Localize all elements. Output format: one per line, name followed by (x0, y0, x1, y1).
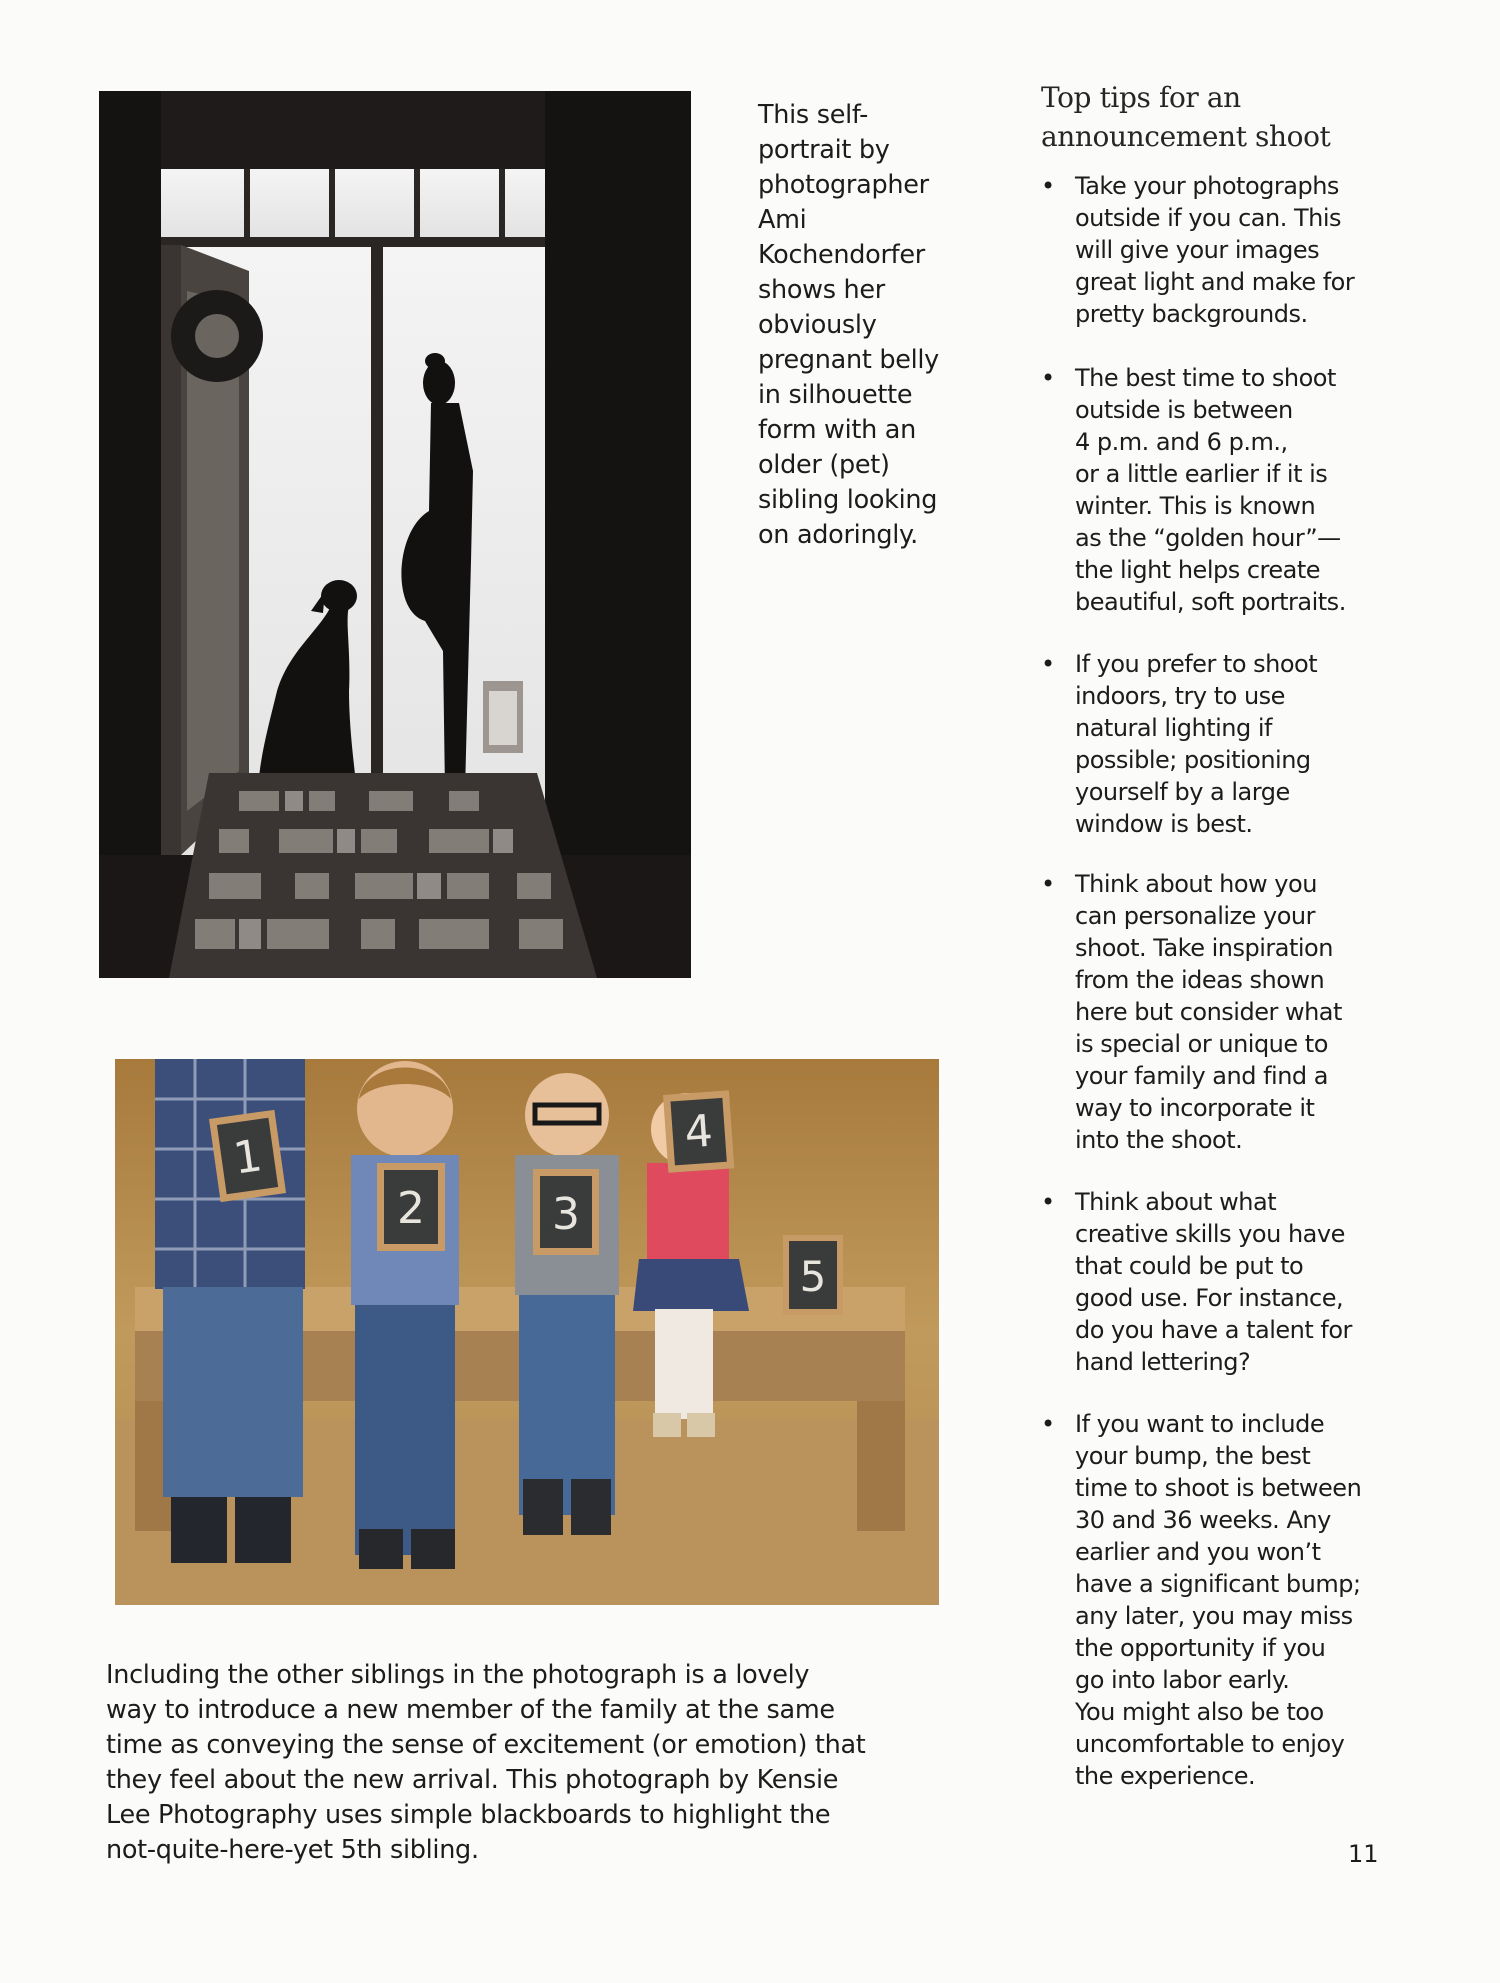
tip-item (1041, 648, 1391, 840)
bullet-icon: • (1041, 1188, 1055, 1216)
tip-text: The best time to shoot outside is between 4 p.m. and 6 p.m., or a little earlier if it is winter. This is known as the “golden hour”— the light helps create beautiful, soft portraits. (1075, 364, 1346, 616)
bullet-icon: • (1041, 172, 1055, 200)
siblings-illustration (115, 1059, 939, 1605)
slate-5-label: 5 (799, 1252, 827, 1301)
tip-text: Take your photographs outside if you can. This will give your images great light and make for pretty backgrounds. (1075, 172, 1355, 328)
tip-text: Think about how you can personalize your shoot. Take inspiration from the ideas shown here but consider what is special or unique to your family and find a way to incorporate it into the shoot. (1075, 870, 1342, 1154)
tip-item (1041, 170, 1391, 330)
slate-2-label: 2 (397, 1183, 425, 1234)
photo-caption-silhouette: This self- portrait by photographer Ami Kochendorfer shows her obviously pregnant belly in silhouette form with an older (pet) sibling looking on adoringly. (758, 100, 939, 550)
bullet-icon: • (1041, 650, 1055, 678)
tip-text: If you want to include your bump, the best time to shoot is between 30 and 36 weeks. Any earlier and you won’t have a significant bump; any later, you may miss the opportunity if you go into labor early. You might also be too uncomfortable to enjoy the experience. (1075, 1410, 1362, 1790)
bullet-icon: • (1041, 364, 1055, 392)
slate-4-label: 4 (682, 1105, 715, 1159)
bullet-icon: • (1041, 1410, 1055, 1438)
tip-text: Think about what creative skills you have that could be put to good use. For instance, do you have a talent for hand lettering? (1075, 1188, 1352, 1376)
siblings-bench-photo (115, 1059, 939, 1605)
tip-item (1041, 1408, 1391, 1792)
tip-text: If you prefer to shoot indoors, try to use natural lighting if possible; positioning yourself by a large window is best. (1075, 650, 1318, 838)
slate-3-label: 3 (552, 1189, 580, 1240)
tip-item (1041, 362, 1391, 618)
tips-heading: Top tips for an announcement shoot (1041, 81, 1331, 153)
maternity-silhouette-photo (99, 91, 691, 978)
tip-item (1041, 1186, 1391, 1378)
tip-item (1041, 868, 1391, 1156)
photo-caption-siblings: Including the other siblings in the photograph is a lovely way to introduce a new member of the family at the same time as conveying the sense of excitement (or emotion) that they feel about the new arrival. This photograph by Kensie Lee Photography uses simple blackboards to highlight the not-quite-here-yet 5th sibling. (106, 1660, 866, 1865)
silhouette-illustration (99, 91, 691, 978)
slate-1-label: 1 (230, 1130, 266, 1185)
page-number: 11 (1348, 1840, 1379, 1868)
bullet-icon: • (1041, 870, 1055, 898)
